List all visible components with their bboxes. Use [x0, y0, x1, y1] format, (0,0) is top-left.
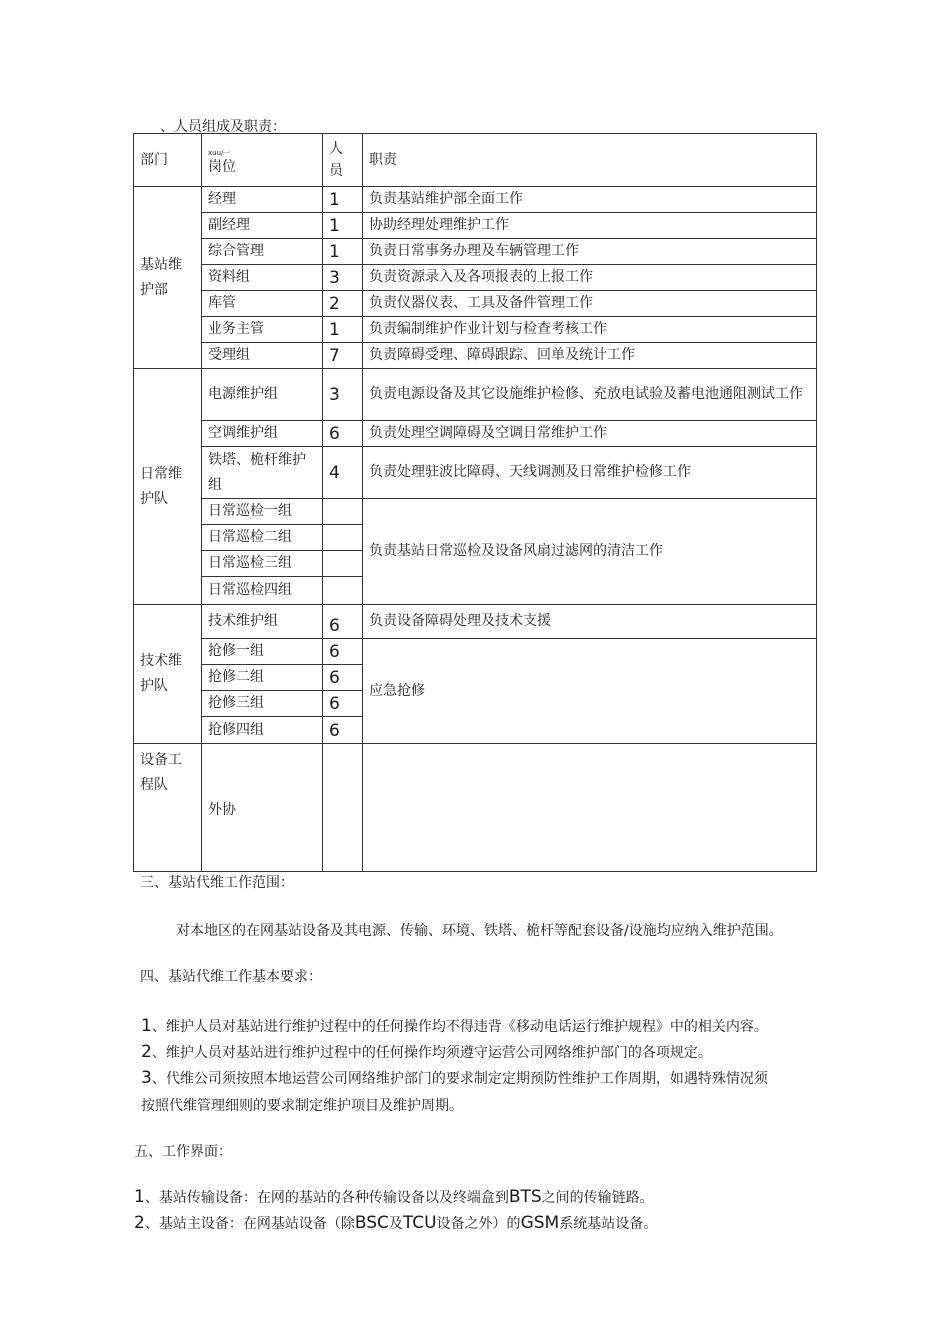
table-row [134, 744, 817, 872]
post-cell: 外协 [202, 744, 323, 872]
item-term: GSM [520, 1213, 560, 1233]
duty-cell-shared: 负责基站日常巡检及设备风扇过滤网的清洁工作 [363, 499, 817, 605]
header-dept: 部门 [134, 134, 202, 187]
duty-cell: 负责设备障碍处理及技术支援 [363, 605, 817, 639]
header-post-label: 岗位 [208, 159, 236, 175]
post-cell: 抢修二组 [202, 665, 323, 691]
post-cell: 资料组 [202, 265, 323, 291]
item-term: TCU [402, 1213, 437, 1233]
duty-cell: 负责编制维护作业计划与检查考核工作 [363, 317, 817, 343]
table-row [134, 605, 817, 639]
post-cell: 业务主管 [202, 317, 323, 343]
post-cell: 日常巡检三组 [202, 551, 323, 577]
item-term: BTS [508, 1187, 542, 1207]
list-item [134, 1187, 654, 1207]
item-text: 、维护人员对基站进行维护过程中的任何操作均不得违背《移动电话运行维护规程》中的相关内容。 [151, 1019, 768, 1035]
duty-cell: 负责处理驻波比障碍、天线调测及日常维护检修工作 [363, 447, 817, 499]
count-cell: 7 [323, 343, 363, 369]
table-row [134, 499, 817, 525]
post-cell: 经理 [202, 187, 323, 213]
post-cell: 综合管理 [202, 239, 323, 265]
duty-cell-shared: 应急抢修 [363, 639, 817, 744]
duty-cell: 负责日常事务办理及车辆管理工作 [363, 239, 817, 265]
list-item [141, 1016, 768, 1036]
post-cell: 抢修四组 [202, 717, 323, 744]
header-duty: 职责 [363, 134, 817, 187]
table-row [134, 265, 817, 291]
item-text: 设备之外）的 [436, 1216, 521, 1232]
list-item [134, 1213, 657, 1233]
count-cell: 6 [323, 605, 363, 639]
section-5-title: 五、工作界面： [134, 1144, 232, 1160]
header-count: 人员 [323, 134, 363, 187]
post-cell: 日常巡检一组 [202, 499, 323, 525]
count-cell: 6 [323, 639, 363, 665]
item-text: 、代维公司须按照本地运营公司网络维护部门的要求制定定期预防性维护工作周期，如遇特殊情况须 [151, 1071, 768, 1087]
dept-cell: 技术维护队 [134, 605, 202, 744]
table-row [134, 343, 817, 369]
dept-cell: 基站维护部 [134, 187, 202, 369]
table-row [134, 317, 817, 343]
count-cell: 6 [323, 691, 363, 717]
item-number: 1 [134, 1187, 145, 1207]
item-text: 、基站主设备：在网基站设备（除 [144, 1216, 355, 1232]
count-cell: 1 [323, 213, 363, 239]
table-row [134, 239, 817, 265]
duty-cell: 协助经理处理维护工作 [363, 213, 817, 239]
table-row [134, 369, 817, 421]
list-item-continuation: 按照代维管理细则的要求制定维护项目及维护周期。 [141, 1098, 463, 1114]
item-text: 、维护人员对基站进行维护过程中的任何操作均须遵守运营公司网络维护部门的各项规定。 [151, 1045, 712, 1061]
duty-cell: 负责仪器仪表、工具及备件管理工作 [363, 291, 817, 317]
count-cell: 6 [323, 421, 363, 447]
table-row [134, 187, 817, 213]
duty-cell: 负责资源录入及各项报表的上报工作 [363, 265, 817, 291]
section-heading-staff: 、人员组成及职责： [160, 119, 286, 135]
count-cell [323, 525, 363, 551]
section-3-title: 三、基站代维工作范围： [140, 875, 294, 891]
item-number: 2 [141, 1042, 152, 1062]
item-number: 3 [141, 1068, 152, 1088]
count-cell: 3 [323, 265, 363, 291]
post-cell: 空调维护组 [202, 421, 323, 447]
table-row [134, 213, 817, 239]
duty-cell: 负责基站维护部全面工作 [363, 187, 817, 213]
post-cell: 库管 [202, 291, 323, 317]
post-cell: 抢修一组 [202, 639, 323, 665]
post-cell: 抢修三组 [202, 691, 323, 717]
list-item [141, 1068, 768, 1088]
post-cell: 受理组 [202, 343, 323, 369]
header-post-mark: xuu/⼀ [208, 149, 231, 157]
item-text: 系统基站设备。 [559, 1216, 658, 1232]
section-3-body: 对本地区的在网基站设备及其电源、传输、环境、铁塔、桅杆等配套设备/设施均应纳入维护范围。 [176, 923, 783, 939]
item-text: 及 [388, 1216, 403, 1232]
table-row [134, 447, 817, 499]
item-term: BSC [354, 1213, 389, 1233]
count-cell: 1 [323, 317, 363, 343]
duty-cell: 负责电源设备及其它设施维护检修、充放电试验及蓄电池通阻测试工作 [363, 369, 817, 421]
table-row [134, 639, 817, 665]
item-number: 1 [141, 1016, 152, 1036]
dept-cell: 日常维护队 [134, 369, 202, 605]
post-cell: 电源维护组 [202, 369, 323, 421]
post-cell: 副经理 [202, 213, 323, 239]
count-cell: 2 [323, 291, 363, 317]
count-cell: 4 [323, 447, 363, 499]
staff-table [133, 133, 817, 872]
duty-cell: 负责障碍受理、障碍跟踪、回单及统计工作 [363, 343, 817, 369]
item-number: 2 [134, 1213, 145, 1233]
section-4-title: 四、基站代维工作基本要求： [140, 969, 322, 985]
header-post [202, 134, 323, 187]
count-cell [323, 744, 363, 872]
count-cell [323, 551, 363, 577]
count-cell: 3 [323, 369, 363, 421]
post-cell: 日常巡检四组 [202, 577, 323, 605]
count-cell [323, 499, 363, 525]
table-row [134, 421, 817, 447]
dept-cell: 设备工程队 [134, 744, 202, 872]
duty-cell: 负责处理空调障碍及空调日常维护工作 [363, 421, 817, 447]
duty-cell [363, 744, 817, 872]
list-item [141, 1042, 712, 1062]
table-header-row [134, 134, 817, 187]
item-text: 之间的传输链路。 [541, 1190, 654, 1206]
count-cell: 6 [323, 665, 363, 691]
post-cell: 铁塔、桅杆维护组 [202, 447, 323, 499]
count-cell: 6 [323, 717, 363, 744]
table-row [134, 291, 817, 317]
count-cell [323, 577, 363, 605]
post-cell: 技术维护组 [202, 605, 323, 639]
item-text: 、基站传输设备：在网的基站的各种传输设备以及终端盒到 [144, 1190, 509, 1206]
count-cell: 1 [323, 187, 363, 213]
count-cell: 1 [323, 239, 363, 265]
post-cell: 日常巡检二组 [202, 525, 323, 551]
